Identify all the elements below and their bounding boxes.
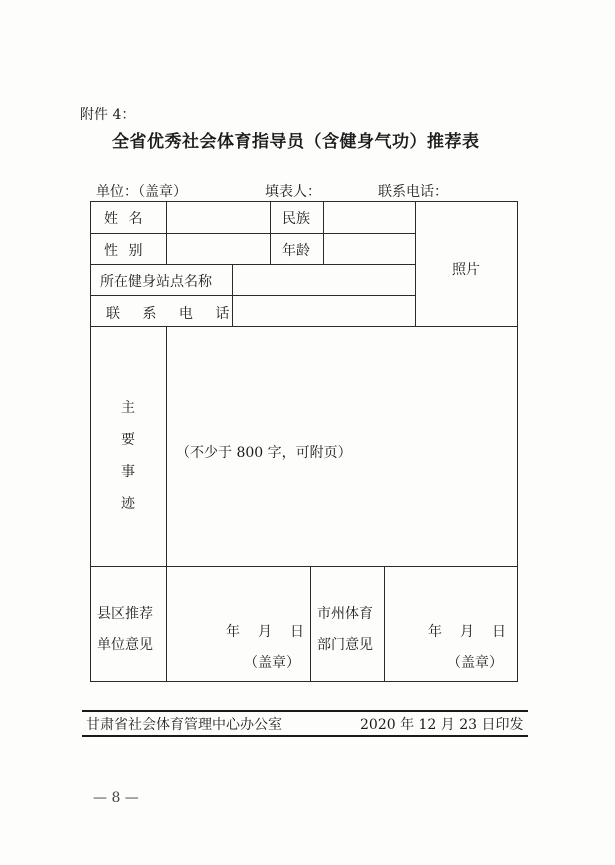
page-title: 全省优秀社会体育指导员（含健身气功）推荐表 [112,132,480,152]
deeds-hint: （不少于 800 字，可附页） [176,445,352,461]
ethnicity-field[interactable] [324,202,414,232]
deeds-field[interactable] [167,327,516,565]
county-date: 年 月 日 [226,624,306,640]
footer-rule-bottom [82,735,528,737]
footer-rule-top [82,710,528,712]
name-field[interactable] [167,202,269,232]
city-opinion-label-line1: 市州体育 [317,606,373,622]
county-opinion-label-line1: 县区推荐 [97,606,153,622]
age-label: 年龄 [282,243,310,259]
station-field[interactable] [233,265,414,294]
deeds-label [121,397,135,513]
contact-label: 联 系 电 话 [106,306,239,322]
deeds-char: 迹 [121,496,135,512]
deeds-char: 事 [121,464,135,480]
table-line [517,201,518,681]
age-field[interactable] [324,234,414,263]
deeds-char: 主 [121,400,135,416]
photo-label: 照片 [452,262,480,278]
table-line [90,681,518,682]
issuer-label: 甘肃省社会体育管理中心办公室 [86,717,282,733]
table-line [384,566,385,681]
contact-field[interactable] [233,296,414,325]
county-seal: （盖章） [244,655,300,671]
photo-area[interactable] [416,202,516,325]
issue-date: 2020 年 12 月 23 日印发 [360,717,524,733]
table-line [270,201,271,264]
gender-label: 性 别 [104,243,146,259]
filler-label: 填表人： [265,184,321,200]
attachment-label: 附件 4： [80,107,136,123]
city-date: 年 月 日 [428,624,508,640]
page-number: — 8 — [93,790,139,806]
table-line [310,566,311,681]
name-label: 姓 名 [104,211,146,227]
deeds-char: 要 [121,432,135,448]
county-opinion-label-line2: 单位意见 [97,637,153,653]
city-opinion-label-line2: 部门意见 [317,637,373,653]
table-line [90,566,518,567]
station-label: 所在健身站点名称 [100,274,212,290]
ethnicity-label: 民族 [282,211,310,227]
phone-label: 联系电话： [378,184,448,200]
gender-field[interactable] [167,234,269,263]
city-seal: （盖章） [447,655,503,671]
unit-label: 单位：（盖章） [96,184,187,200]
table-line [90,201,91,681]
